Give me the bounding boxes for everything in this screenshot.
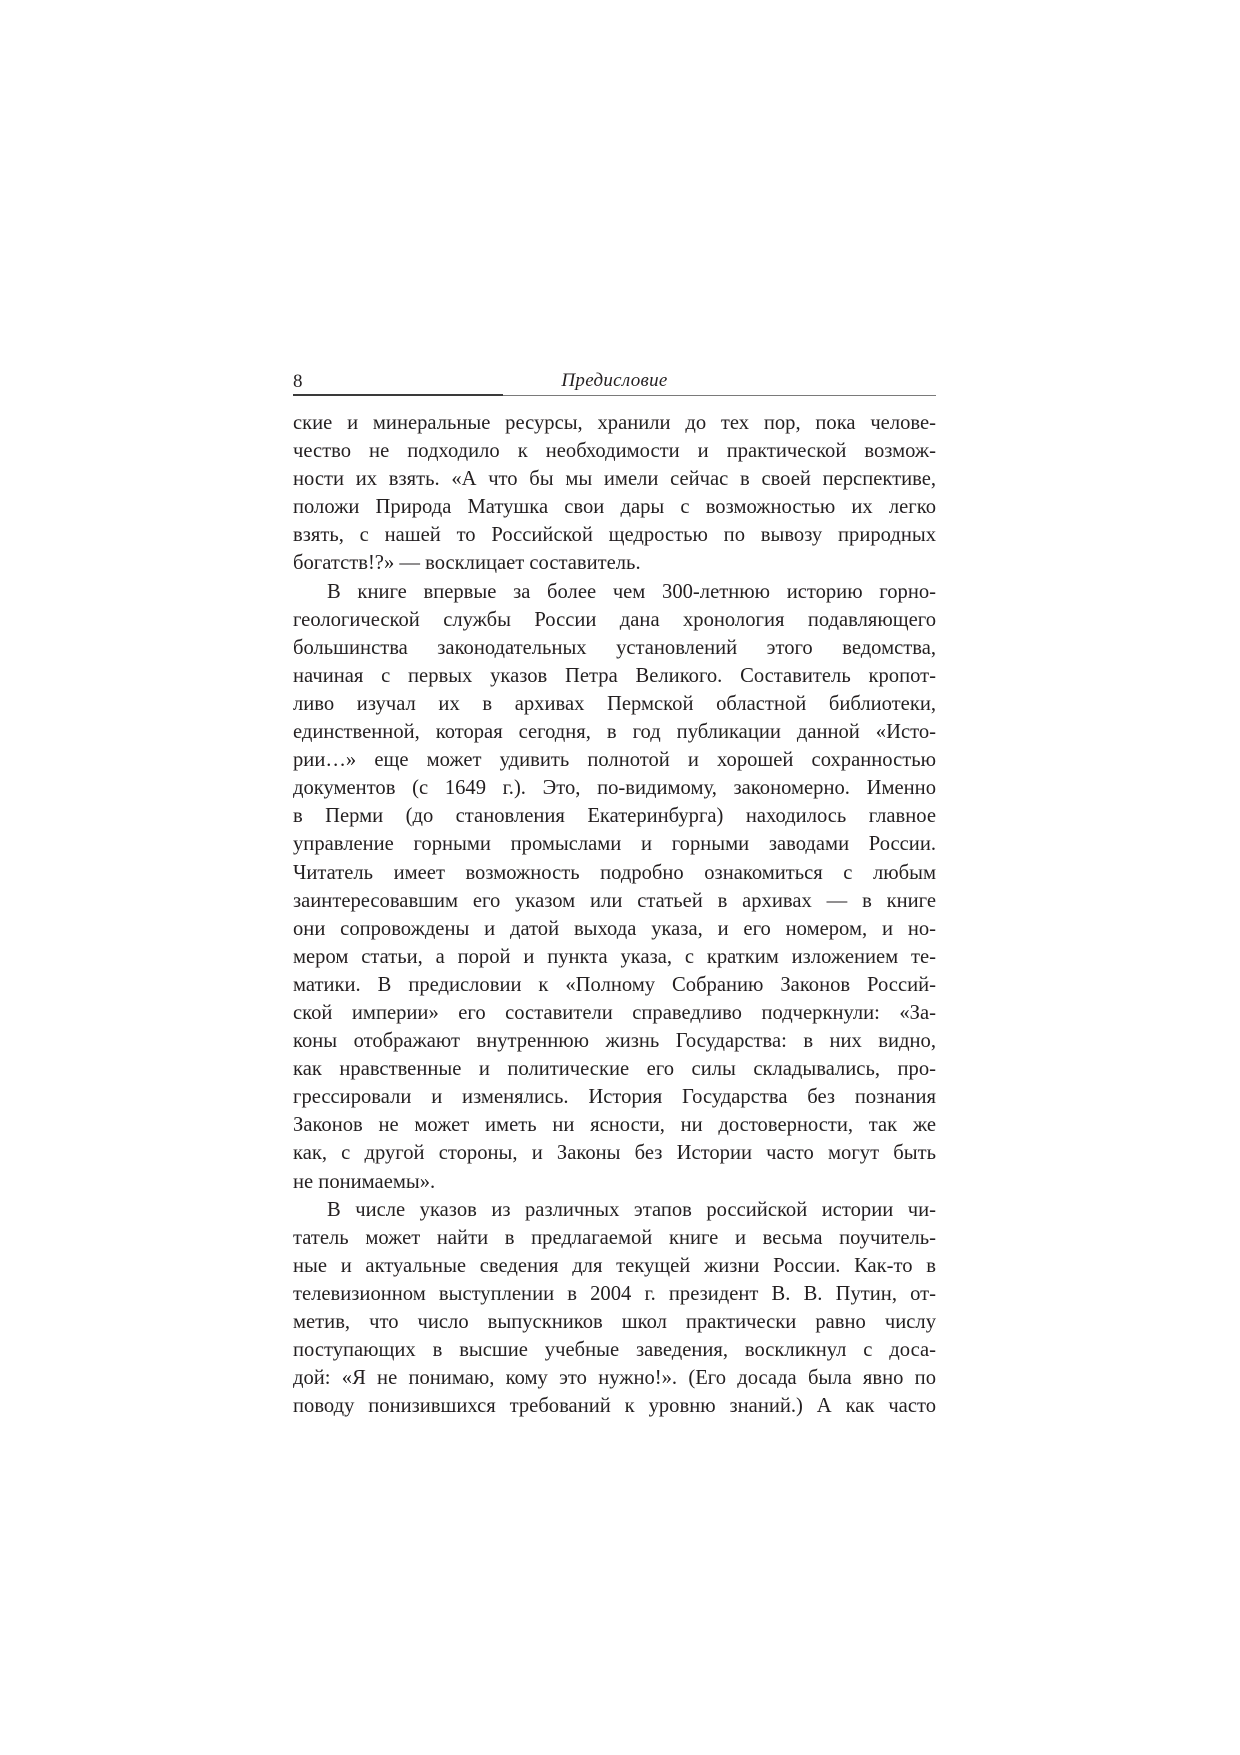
- page-number: 8: [293, 371, 303, 392]
- text-line: мером статьи, а порой и пункта указа, с кратким изложением те-: [293, 945, 936, 968]
- text-line: чество не подходило к необходимости и практической возмож-: [293, 440, 936, 463]
- text-line: дой: «Я не понимаю, кому это нужно!». (Его досада была явно по: [293, 1367, 936, 1390]
- running-head: [293, 366, 936, 396]
- text-line: они сопровождены и датой выхода указа, и его номером, и но-: [293, 917, 936, 940]
- text-line: управление горными промыслами и горными заводами России.: [293, 833, 936, 856]
- text-line: в Перми (до становления Екатеринбурга) находилось главное: [293, 805, 936, 828]
- text-line: телевизионном выступлении в 2004 г. президент В. В. Путин, от-: [293, 1282, 936, 1305]
- text-line: начиная с первых указов Петра Великого. Составитель кропот-: [293, 664, 936, 687]
- paragraph: [293, 1196, 936, 1421]
- text-line: взять, с нашей то Российской щедростью по вывозу природных: [293, 524, 936, 547]
- section-title: Предисловие: [561, 370, 668, 391]
- text-line: документов (с 1649 г.). Это, по-видимому, закономерно. Именно: [293, 777, 936, 800]
- text-line: ской империи» его составители справедливо подчеркнули: «За-: [293, 1001, 936, 1024]
- paragraph: [293, 578, 936, 1196]
- text-line: грессировали и изменялись. История Государства без познания: [293, 1086, 936, 1109]
- text-line: метив, что число выпускников школ практически равно числу: [293, 1311, 936, 1333]
- paragraph: [293, 409, 936, 578]
- text-line: ные и актуальные сведения для текущей жизни России. Как-то в: [293, 1254, 936, 1277]
- text-line: рии…» еще может удивить полнотой и хорошей сохранностью: [293, 749, 936, 772]
- body-text: [293, 409, 936, 1420]
- text-line: богатств!?» — восклицает составитель.: [293, 552, 641, 575]
- text-line: поводу понизившихся требований к уровню знаний.) А как часто: [293, 1395, 936, 1418]
- text-line: Читатель имеет возможность подробно ознакомиться с любым: [293, 861, 936, 884]
- text-line: коны отображают внутреннюю жизнь Государства: в них видно,: [293, 1030, 936, 1053]
- text-line: матики. В предисловии к «Полному Собранию Законов Россий-: [293, 973, 936, 996]
- text-line: ности их взять. «А что бы мы имели сейчас в своей перспективе,: [293, 468, 936, 491]
- header-rule-accent: [293, 394, 503, 396]
- text-line: поступающих в высшие учебные заведения, воскликнул с доса-: [293, 1339, 936, 1362]
- text-line: единственной, которая сегодня, в год публикации данной «Исто-: [293, 721, 936, 744]
- text-line: заинтересовавшим его указом или статьей в архивах — в книге: [293, 889, 936, 912]
- text-line: Законов не может иметь ни ясности, ни достоверности, так же: [293, 1114, 936, 1137]
- text-line: не понимаемы».: [293, 1170, 436, 1193]
- text-line: ливо изучал их в архивах Пермской областной библиотеки,: [293, 692, 936, 715]
- text-line: татель может найти в предлагаемой книге и весьма поучитель-: [293, 1226, 936, 1249]
- text-line: В числе указов из различных этапов российской истории чи-: [327, 1198, 936, 1221]
- text-line: большинства законодательных установлений этого ведомства,: [293, 636, 936, 659]
- text-line: как нравственные и политические его силы складывались, про-: [293, 1058, 936, 1081]
- text-line: геологической службы России дана хронология подавляющего: [293, 608, 936, 631]
- text-line: ские и минеральные ресурсы, хранили до тех пор, пока челове-: [293, 412, 936, 434]
- text-line: В книге впервые за более чем 300-летнюю историю горно-: [327, 580, 936, 603]
- text-line: как, с другой стороны, и Законы без Истории часто могут быть: [293, 1142, 936, 1165]
- text-line: положи Природа Матушка свои дары с возможностью их легко: [293, 496, 936, 519]
